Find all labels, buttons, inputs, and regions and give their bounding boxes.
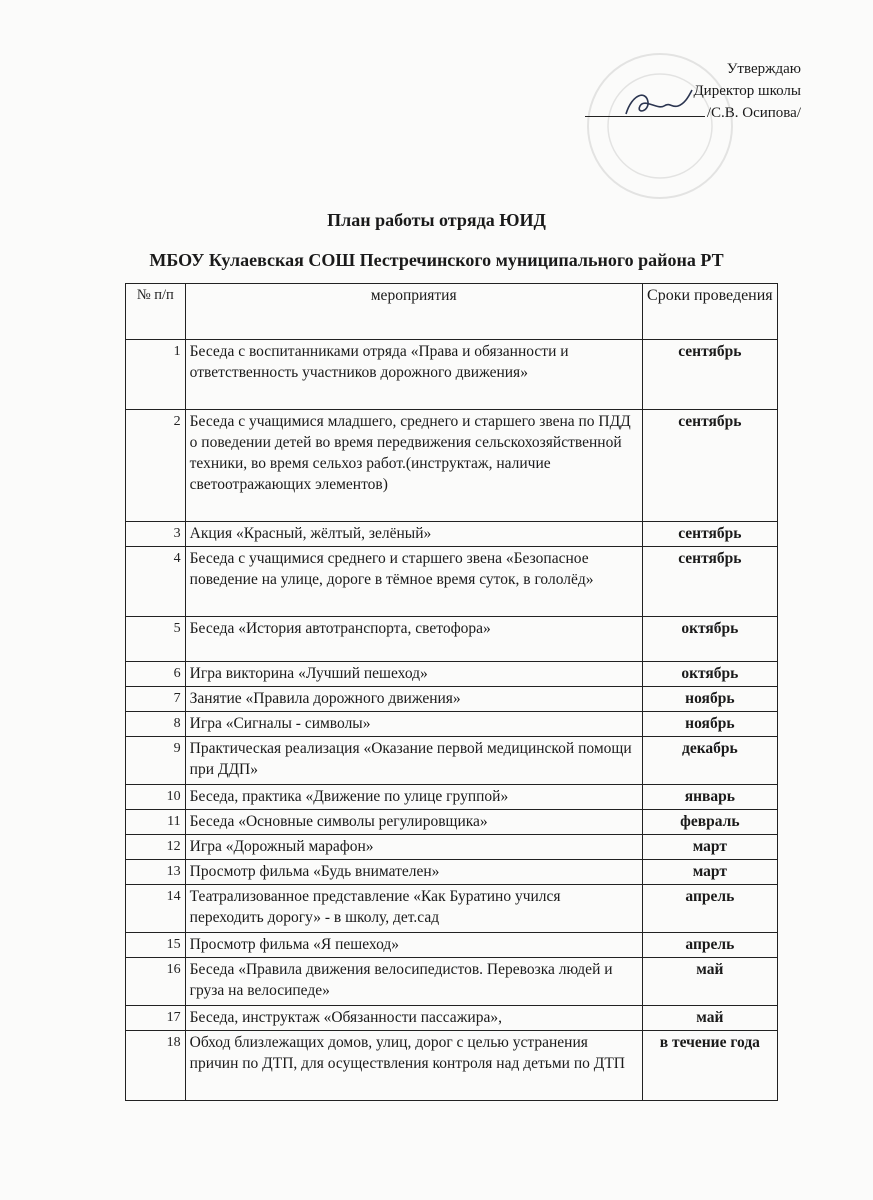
row-num: 6 — [126, 662, 186, 687]
table-row — [126, 810, 778, 835]
table-row — [126, 933, 778, 958]
row-date: март — [642, 860, 777, 885]
row-event: Беседа с воспитанниками отряда «Права и обязанности и ответственность участников дорожного движения» — [185, 340, 642, 410]
table-row — [126, 860, 778, 885]
table-row — [126, 785, 778, 810]
table-row — [126, 687, 778, 712]
row-event: Беседа с учащимися среднего и старшего звена «Безопасное поведение на улице, дороге в тёмное время суток, в гололёд» — [185, 547, 642, 617]
plan-table — [125, 283, 778, 1101]
row-event: Игра «Сигналы - символы» — [185, 712, 642, 737]
table-row — [126, 835, 778, 860]
row-event: Акция «Красный, жёлтый, зелёный» — [185, 522, 642, 547]
row-date: март — [642, 835, 777, 860]
row-date: октябрь — [642, 662, 777, 687]
row-date: апрель — [642, 885, 777, 933]
row-num: 7 — [126, 687, 186, 712]
row-event: Беседа «Основные символы регулировщика» — [185, 810, 642, 835]
table-row — [126, 617, 778, 662]
row-num: 1 — [126, 340, 186, 410]
row-num: 5 — [126, 617, 186, 662]
row-event: Беседа, практика «Движение по улице группой» — [185, 785, 642, 810]
table-row — [126, 410, 778, 522]
table-row — [126, 712, 778, 737]
row-event: Беседа «История автотранспорта, светофора» — [185, 617, 642, 662]
row-date: сентябрь — [642, 410, 777, 522]
table-row — [126, 1031, 778, 1101]
row-num: 2 — [126, 410, 186, 522]
row-num: 13 — [126, 860, 186, 885]
row-event: Занятие «Правила дорожного движения» — [185, 687, 642, 712]
approval-name: /С.В. Осипова/ — [706, 105, 801, 121]
row-num: 8 — [126, 712, 186, 737]
table-row — [126, 340, 778, 410]
row-date: ноябрь — [642, 712, 777, 737]
table-header-row — [126, 284, 778, 340]
row-date: сентябрь — [642, 547, 777, 617]
header-date: Сроки проведения — [642, 284, 777, 340]
row-date: ноябрь — [642, 687, 777, 712]
row-num: 9 — [126, 737, 186, 785]
row-date: в течение года — [642, 1031, 777, 1101]
row-num: 11 — [126, 810, 186, 835]
approval-position: Директор школы — [693, 83, 801, 99]
row-num: 3 — [126, 522, 186, 547]
row-event: Просмотр фильма «Я пешеход» — [185, 933, 642, 958]
row-event: Беседа с учащимися младшего, среднего и старшего звена по ПДД о поведении детей во время передвижения сельскохозяйственной техники, во время сельхоз работ.(инструктаж, наличие светоотражающих элементов) — [185, 410, 642, 522]
table-row — [126, 1006, 778, 1031]
row-event: Обход близлежащих домов, улиц, дорог с целью устранения причин по ДТП, для осуществления контроля над детьми по ДТП — [185, 1031, 642, 1101]
page-subtitle: МБОУ Кулаевская СОШ Пестречинского муниципального района РТ — [149, 250, 724, 270]
row-date: май — [642, 1006, 777, 1031]
table-row — [126, 737, 778, 785]
row-event: Беседа «Правила движения велосипедистов. Перевозка людей и груза на велосипеде» — [185, 958, 642, 1006]
table-row — [126, 522, 778, 547]
row-event: Беседа, инструктаж «Обязанности пассажира», — [185, 1006, 642, 1031]
row-event: Театрализованное представление «Как Буратино учился переходить дорогу» - в школу, дет.сад — [185, 885, 642, 933]
row-event: Практическая реализация «Оказание первой медицинской помощи при ДДП» — [185, 737, 642, 785]
table-row — [126, 958, 778, 1006]
table-row — [126, 547, 778, 617]
row-date: январь — [642, 785, 777, 810]
row-num: 10 — [126, 785, 186, 810]
row-date: апрель — [642, 933, 777, 958]
row-date: декабрь — [642, 737, 777, 785]
row-date: сентябрь — [642, 340, 777, 410]
row-date: май — [642, 958, 777, 1006]
handwritten-signature — [618, 84, 698, 124]
row-date: февраль — [642, 810, 777, 835]
row-num: 17 — [126, 1006, 186, 1031]
approval-title: Утверждаю — [726, 61, 801, 77]
header-num: № п/п — [126, 284, 186, 340]
row-date: сентябрь — [642, 522, 777, 547]
row-num: 14 — [126, 885, 186, 933]
table-row — [126, 885, 778, 933]
header-event: мероприятия — [185, 284, 642, 340]
row-num: 4 — [126, 547, 186, 617]
row-event: Игра «Дорожный марафон» — [185, 835, 642, 860]
page-title: План работы отряда ЮИД — [327, 210, 546, 230]
row-num: 15 — [126, 933, 186, 958]
row-num: 12 — [126, 835, 186, 860]
row-date: октябрь — [642, 617, 777, 662]
row-event: Просмотр фильма «Будь внимателен» — [185, 860, 642, 885]
row-event: Игра викторина «Лучший пешеход» — [185, 662, 642, 687]
row-num: 18 — [126, 1031, 186, 1101]
table-row — [126, 662, 778, 687]
row-num: 16 — [126, 958, 186, 1006]
